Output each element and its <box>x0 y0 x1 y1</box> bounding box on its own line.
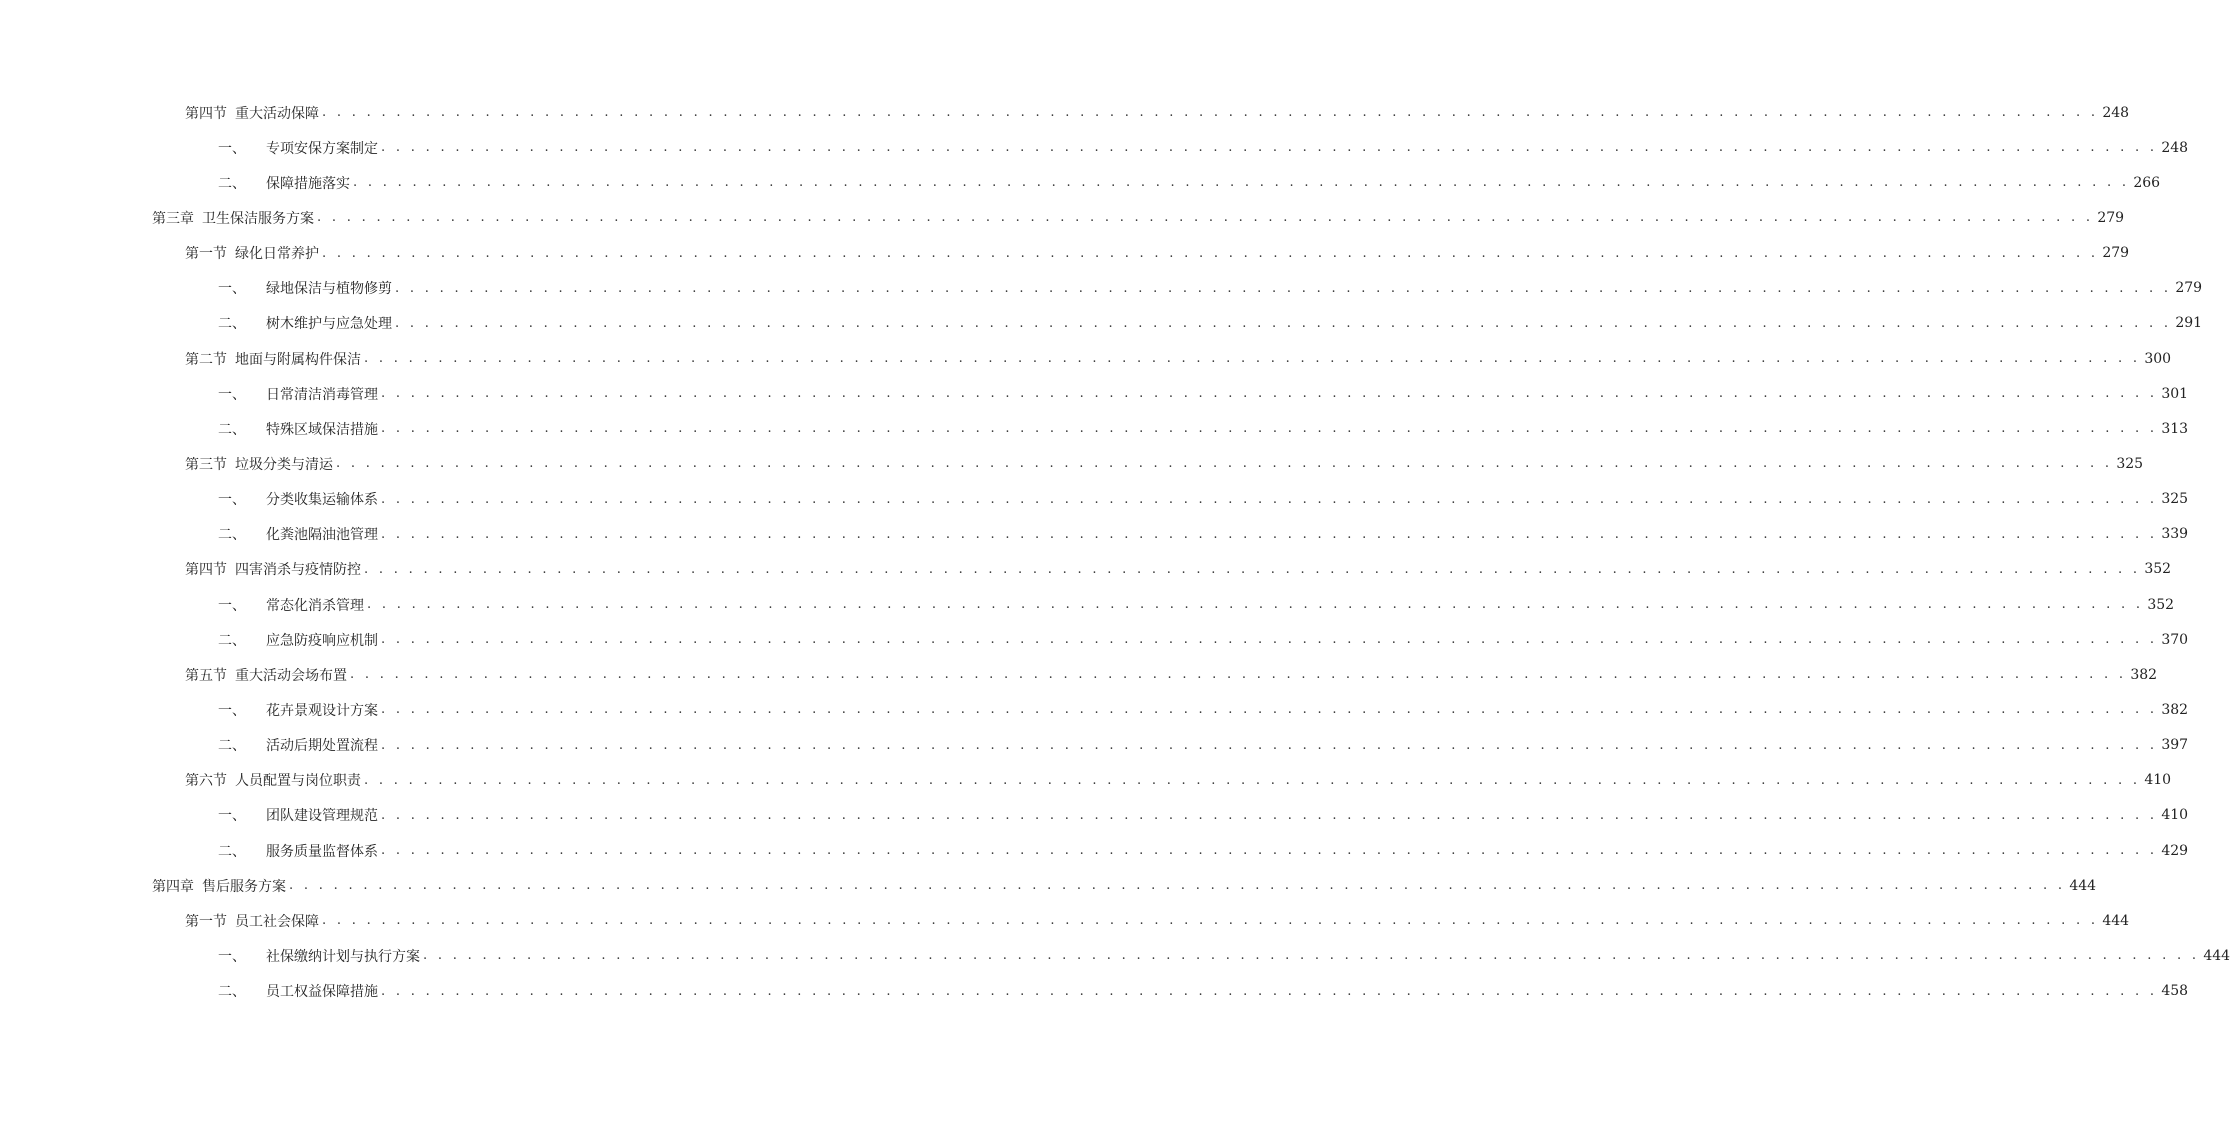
toc-entry-number: 第一节 <box>185 913 227 930</box>
dot-leader: . . . . . . . . . . . . . . . . . . . . . . . . . . . . . . . . . . . . . . . . . . . . . . . . . . . . . . . . . . . . . . . . . . . . . . . . . . . . . . . . . . . . . . . . . . . . . . . . . . . . . . . . . . . . . . . . . . . . . . . . <box>350 667 2127 683</box>
dot-leader: . . . . . . . . . . . . . . . . . . . . . . . . . . . . . . . . . . . . . . . . . . . . . . . . . . . . . . . . . . . . . . . . . . . . . . . . . . . . . . . . . . . . . . . . . . . . . . . . . . . . . . . . . . . . . . . . . . . . . . . . <box>336 456 2113 472</box>
toc-entry-number: 第四节 <box>185 105 227 122</box>
toc-entry-number: 一、 <box>218 702 246 719</box>
toc-entry-item[interactable] <box>0 974 2189 1009</box>
toc-entry-section[interactable] <box>0 903 2130 938</box>
toc-entry-item[interactable] <box>0 728 2189 763</box>
dot-leader: . . . . . . . . . . . . . . . . . . . . . . . . . . . . . . . . . . . . . . . . . . . . . . . . . . . . . . . . . . . . . . . . . . . . . . . . . . . . . . . . . . . . . . . . . . . . . . . . . . . . . . . . . . . . . . . . . . . . . . . . <box>381 843 2158 859</box>
dot-leader: . . . . . . . . . . . . . . . . . . . . . . . . . . . . . . . . . . . . . . . . . . . . . . . . . . . . . . . . . . . . . . . . . . . . . . . . . . . . . . . . . . . . . . . . . . . . . . . . . . . . . . . . . . . . . . . . . . . . . . . . <box>423 948 2200 964</box>
toc-entry-item[interactable] <box>0 692 2189 727</box>
toc-entry-label <box>218 278 395 298</box>
dot-leader: . . . . . . . . . . . . . . . . . . . . . . . . . . . . . . . . . . . . . . . . . . . . . . . . . . . . . . . . . . . . . . . . . . . . . . . . . . . . . . . . . . . . . . . . . . . . . . . . . . . . . . . . . . . . . . . . . . . . . . . . <box>322 245 2099 261</box>
toc-entry-page-number: 248 <box>2098 105 2129 121</box>
toc-entry-page-number: 458 <box>2157 983 2188 999</box>
toc-entry-label <box>218 173 353 193</box>
toc-entry-number: 二、 <box>218 738 246 755</box>
toc-entry-label <box>218 384 381 404</box>
toc-entry-item[interactable] <box>0 833 2189 868</box>
toc-entry-label <box>218 630 381 650</box>
dot-leader: . . . . . . . . . . . . . . . . . . . . . . . . . . . . . . . . . . . . . . . . . . . . . . . . . . . . . . . . . . . . . . . . . . . . . . . . . . . . . . . . . . . . . . . . . . . . . . . . . . . . . . . . . . . . . . . . . . . . . . . . <box>367 597 2144 613</box>
toc-entry-item[interactable] <box>0 622 2189 657</box>
toc-entry-number: 第三节 <box>185 456 227 473</box>
toc-entry-page-number: 279 <box>2171 280 2202 296</box>
toc-entry-label <box>218 735 381 755</box>
toc-entry-label <box>185 911 322 931</box>
toc-entry-title: 人员配置与岗位职责 <box>235 773 361 790</box>
toc-entry-title: 员工权益保障措施 <box>266 984 378 1001</box>
toc-entry-label <box>152 876 289 896</box>
toc-entry-page-number: 382 <box>2126 667 2157 683</box>
toc-entry-item[interactable] <box>0 517 2189 552</box>
dot-leader: . . . . . . . . . . . . . . . . . . . . . . . . . . . . . . . . . . . . . . . . . . . . . . . . . . . . . . . . . . . . . . . . . . . . . . . . . . . . . . . . . . . . . . . . . . . . . . . . . . . . . . . . . . . . . . . . . . . . . . . . <box>381 526 2158 542</box>
toc-entry-page-number: 301 <box>2157 386 2188 402</box>
toc-entry-page-number: 279 <box>2093 210 2124 226</box>
toc-entry-label <box>218 946 423 966</box>
toc-entry-item[interactable] <box>0 798 2189 833</box>
toc-entry-chapter[interactable] <box>0 868 2097 903</box>
toc-entry-label <box>218 981 381 1001</box>
toc-entry-page-number: 444 <box>2098 913 2129 929</box>
toc-entry-label <box>218 700 381 720</box>
toc-entry-title: 团队建设管理规范 <box>266 808 378 825</box>
toc-entry-title: 社保缴纳计划与执行方案 <box>266 948 420 965</box>
dot-leader: . . . . . . . . . . . . . . . . . . . . . . . . . . . . . . . . . . . . . . . . . . . . . . . . . . . . . . . . . . . . . . . . . . . . . . . . . . . . . . . . . . . . . . . . . . . . . . . . . . . . . . . . . . . . . . . . . . . . . . . . <box>381 807 2158 823</box>
toc-entry-title: 应急防疫响应机制 <box>266 632 378 649</box>
toc-entry-number: 二、 <box>218 421 246 438</box>
toc-entry-number: 一、 <box>218 948 246 965</box>
toc-entry-number: 一、 <box>218 386 246 403</box>
toc-entry-number: 一、 <box>218 808 246 825</box>
toc-entry-item[interactable] <box>0 306 2203 341</box>
toc-entry-page-number: 352 <box>2143 597 2174 613</box>
toc-entry-item[interactable] <box>0 482 2189 517</box>
toc-entry-number: 第二节 <box>185 351 227 368</box>
dot-leader: . . . . . . . . . . . . . . . . . . . . . . . . . . . . . . . . . . . . . . . . . . . . . . . . . . . . . . . . . . . . . . . . . . . . . . . . . . . . . . . . . . . . . . . . . . . . . . . . . . . . . . . . . . . . . . . . . . . . . . . . <box>364 772 2141 788</box>
toc-entry-item[interactable] <box>0 411 2189 446</box>
toc-entry-chapter[interactable] <box>0 200 2125 235</box>
toc-entry-title: 重大活动保障 <box>235 105 319 122</box>
toc-entry-item[interactable] <box>0 271 2203 306</box>
toc-entry-item[interactable] <box>0 130 2189 165</box>
dot-leader: . . . . . . . . . . . . . . . . . . . . . . . . . . . . . . . . . . . . . . . . . . . . . . . . . . . . . . . . . . . . . . . . . . . . . . . . . . . . . . . . . . . . . . . . . . . . . . . . . . . . . . . . . . . . . . . . . . . . . . . . <box>353 175 2130 191</box>
toc-entry-item[interactable] <box>0 938 2230 973</box>
toc-entry-page-number: 300 <box>2140 351 2171 367</box>
toc-entry-title: 四害消杀与疫情防控 <box>235 562 361 579</box>
dot-leader: . . . . . . . . . . . . . . . . . . . . . . . . . . . . . . . . . . . . . . . . . . . . . . . . . . . . . . . . . . . . . . . . . . . . . . . . . . . . . . . . . . . . . . . . . . . . . . . . . . . . . . . . . . . . . . . . . . . . . . . . <box>322 105 2099 121</box>
toc-entry-label <box>185 103 322 123</box>
toc-entry-page-number: 266 <box>2129 175 2160 191</box>
toc-entry-item[interactable] <box>0 165 2161 200</box>
toc-entry-label <box>218 524 381 544</box>
dot-leader: . . . . . . . . . . . . . . . . . . . . . . . . . . . . . . . . . . . . . . . . . . . . . . . . . . . . . . . . . . . . . . . . . . . . . . . . . . . . . . . . . . . . . . . . . . . . . . . . . . . . . . . . . . . . . . . . . . . . . . . . <box>381 983 2158 999</box>
toc-entry-number: 二、 <box>218 984 246 1001</box>
toc-entry-title: 常态化消杀管理 <box>266 597 364 614</box>
toc-entry-section[interactable] <box>0 95 2130 130</box>
toc-entry-title: 售后服务方案 <box>202 878 286 895</box>
toc-entry-label <box>185 665 350 685</box>
toc-entry-title: 重大活动会场布置 <box>235 667 347 684</box>
toc-entry-number: 第四章 <box>152 878 194 895</box>
dot-leader: . . . . . . . . . . . . . . . . . . . . . . . . . . . . . . . . . . . . . . . . . . . . . . . . . . . . . . . . . . . . . . . . . . . . . . . . . . . . . . . . . . . . . . . . . . . . . . . . . . . . . . . . . . . . . . . . . . . . . . . . <box>381 421 2158 437</box>
toc-entry-title: 服务质量监督体系 <box>266 843 378 860</box>
toc-entry-label <box>218 489 381 509</box>
toc-entry-label <box>185 243 322 263</box>
toc-entry-number: 一、 <box>218 492 246 509</box>
toc-entry-title: 专项安保方案制定 <box>266 140 378 157</box>
toc-entry-page-number: 339 <box>2157 526 2188 542</box>
dot-leader: . . . . . . . . . . . . . . . . . . . . . . . . . . . . . . . . . . . . . . . . . . . . . . . . . . . . . . . . . . . . . . . . . . . . . . . . . . . . . . . . . . . . . . . . . . . . . . . . . . . . . . . . . . . . . . . . . . . . . . . . <box>381 702 2158 718</box>
dot-leader: . . . . . . . . . . . . . . . . . . . . . . . . . . . . . . . . . . . . . . . . . . . . . . . . . . . . . . . . . . . . . . . . . . . . . . . . . . . . . . . . . . . . . . . . . . . . . . . . . . . . . . . . . . . . . . . . . . . . . . . . <box>395 280 2172 296</box>
toc-entry-page-number: 352 <box>2140 561 2171 577</box>
toc-entry-number: 二、 <box>218 843 246 860</box>
toc-entry-label <box>185 770 364 790</box>
dot-leader: . . . . . . . . . . . . . . . . . . . . . . . . . . . . . . . . . . . . . . . . . . . . . . . . . . . . . . . . . . . . . . . . . . . . . . . . . . . . . . . . . . . . . . . . . . . . . . . . . . . . . . . . . . . . . . . . . . . . . . . . <box>381 491 2158 507</box>
toc-entry-title: 绿地保洁与植物修剪 <box>266 281 392 298</box>
toc-entry-title: 保障措施落实 <box>266 175 350 192</box>
toc-entry-page-number: 248 <box>2157 140 2188 156</box>
toc-entry-page-number: 313 <box>2157 421 2188 437</box>
toc-entry-section[interactable] <box>0 446 2144 481</box>
toc-entry-label <box>152 208 317 228</box>
table-of-contents <box>0 95 2230 1009</box>
toc-entry-label <box>218 313 395 333</box>
toc-entry-number: 一、 <box>218 597 246 614</box>
dot-leader: . . . . . . . . . . . . . . . . . . . . . . . . . . . . . . . . . . . . . . . . . . . . . . . . . . . . . . . . . . . . . . . . . . . . . . . . . . . . . . . . . . . . . . . . . . . . . . . . . . . . . . . . . . . . . . . . . . . . . . . . <box>381 386 2158 402</box>
toc-entry-number: 第六节 <box>185 773 227 790</box>
toc-entry-number: 第五节 <box>185 667 227 684</box>
toc-entry-label <box>218 419 381 439</box>
dot-leader: . . . . . . . . . . . . . . . . . . . . . . . . . . . . . . . . . . . . . . . . . . . . . . . . . . . . . . . . . . . . . . . . . . . . . . . . . . . . . . . . . . . . . . . . . . . . . . . . . . . . . . . . . . . . . . . . . . . . . . . . <box>364 561 2141 577</box>
toc-entry-title: 花卉景观设计方案 <box>266 702 378 719</box>
toc-entry-title: 地面与附属构件保洁 <box>235 351 361 368</box>
toc-entry-number: 一、 <box>218 140 246 157</box>
dot-leader: . . . . . . . . . . . . . . . . . . . . . . . . . . . . . . . . . . . . . . . . . . . . . . . . . . . . . . . . . . . . . . . . . . . . . . . . . . . . . . . . . . . . . . . . . . . . . . . . . . . . . . . . . . . . . . . . . . . . . . . . <box>381 140 2158 156</box>
dot-leader: . . . . . . . . . . . . . . . . . . . . . . . . . . . . . . . . . . . . . . . . . . . . . . . . . . . . . . . . . . . . . . . . . . . . . . . . . . . . . . . . . . . . . . . . . . . . . . . . . . . . . . . . . . . . . . . . . . . . . . . . <box>381 632 2158 648</box>
toc-entry-page-number: 370 <box>2157 632 2188 648</box>
toc-entry-label <box>185 454 336 474</box>
dot-leader: . . . . . . . . . . . . . . . . . . . . . . . . . . . . . . . . . . . . . . . . . . . . . . . . . . . . . . . . . . . . . . . . . . . . . . . . . . . . . . . . . . . . . . . . . . . . . . . . . . . . . . . . . . . . . . . . . . . . . . . . <box>322 913 2099 929</box>
toc-entry-title: 活动后期处置流程 <box>266 738 378 755</box>
toc-entry-page-number: 444 <box>2065 878 2096 894</box>
toc-entry-item[interactable] <box>0 376 2189 411</box>
toc-entry-number: 第四节 <box>185 562 227 579</box>
toc-entry-title: 树木维护与应急处理 <box>266 316 392 333</box>
toc-entry-label <box>218 805 381 825</box>
toc-entry-page-number: 382 <box>2157 702 2188 718</box>
toc-entry-label <box>218 841 381 861</box>
toc-entry-title: 员工社会保障 <box>235 913 319 930</box>
toc-entry-item[interactable] <box>0 587 2175 622</box>
dot-leader: . . . . . . . . . . . . . . . . . . . . . . . . . . . . . . . . . . . . . . . . . . . . . . . . . . . . . . . . . . . . . . . . . . . . . . . . . . . . . . . . . . . . . . . . . . . . . . . . . . . . . . . . . . . . . . . . . . . . . . . . <box>364 351 2141 367</box>
toc-entry-page-number: 397 <box>2157 737 2188 753</box>
toc-entry-title: 分类收集运输体系 <box>266 492 378 509</box>
toc-entry-number: 二、 <box>218 632 246 649</box>
toc-entry-page-number: 279 <box>2098 245 2129 261</box>
dot-leader: . . . . . . . . . . . . . . . . . . . . . . . . . . . . . . . . . . . . . . . . . . . . . . . . . . . . . . . . . . . . . . . . . . . . . . . . . . . . . . . . . . . . . . . . . . . . . . . . . . . . . . . . . . . . . . . . . . . . . . . . <box>381 737 2158 753</box>
toc-entry-label <box>185 349 364 369</box>
toc-entry-number: 二、 <box>218 175 246 192</box>
toc-entry-label <box>218 138 381 158</box>
toc-entry-section[interactable] <box>0 341 2172 376</box>
toc-entry-section[interactable] <box>0 236 2130 271</box>
toc-entry-title: 绿化日常养护 <box>235 246 319 263</box>
toc-entry-section[interactable] <box>0 552 2172 587</box>
toc-entry-number: 第一节 <box>185 246 227 263</box>
toc-entry-title: 特殊区域保洁措施 <box>266 421 378 438</box>
toc-entry-title: 化粪池隔油池管理 <box>266 527 378 544</box>
dot-leader: . . . . . . . . . . . . . . . . . . . . . . . . . . . . . . . . . . . . . . . . . . . . . . . . . . . . . . . . . . . . . . . . . . . . . . . . . . . . . . . . . . . . . . . . . . . . . . . . . . . . . . . . . . . . . . . . . . . . . . . . <box>395 315 2172 331</box>
toc-entry-page-number: 325 <box>2112 456 2143 472</box>
toc-entry-title: 日常清洁消毒管理 <box>266 386 378 403</box>
toc-entry-label <box>218 595 367 615</box>
toc-entry-number: 二、 <box>218 527 246 544</box>
dot-leader: . . . . . . . . . . . . . . . . . . . . . . . . . . . . . . . . . . . . . . . . . . . . . . . . . . . . . . . . . . . . . . . . . . . . . . . . . . . . . . . . . . . . . . . . . . . . . . . . . . . . . . . . . . . . . . . . . . . . . . . . <box>317 210 2094 226</box>
toc-entry-title: 卫生保洁服务方案 <box>202 210 314 227</box>
toc-entry-page-number: 410 <box>2157 807 2188 823</box>
toc-entry-title: 垃圾分类与清运 <box>235 456 333 473</box>
dot-leader: . . . . . . . . . . . . . . . . . . . . . . . . . . . . . . . . . . . . . . . . . . . . . . . . . . . . . . . . . . . . . . . . . . . . . . . . . . . . . . . . . . . . . . . . . . . . . . . . . . . . . . . . . . . . . . . . . . . . . . . . <box>289 878 2066 894</box>
toc-entry-section[interactable] <box>0 657 2158 692</box>
toc-entry-label <box>185 559 364 579</box>
toc-entry-page-number: 291 <box>2171 315 2202 331</box>
toc-entry-number: 一、 <box>218 281 246 298</box>
toc-entry-section[interactable] <box>0 763 2172 798</box>
toc-entry-page-number: 444 <box>2199 948 2230 964</box>
toc-entry-page-number: 429 <box>2157 843 2188 859</box>
toc-entry-page-number: 410 <box>2140 772 2171 788</box>
toc-entry-number: 二、 <box>218 316 246 333</box>
toc-entry-number: 第三章 <box>152 210 194 227</box>
toc-entry-page-number: 325 <box>2157 491 2188 507</box>
